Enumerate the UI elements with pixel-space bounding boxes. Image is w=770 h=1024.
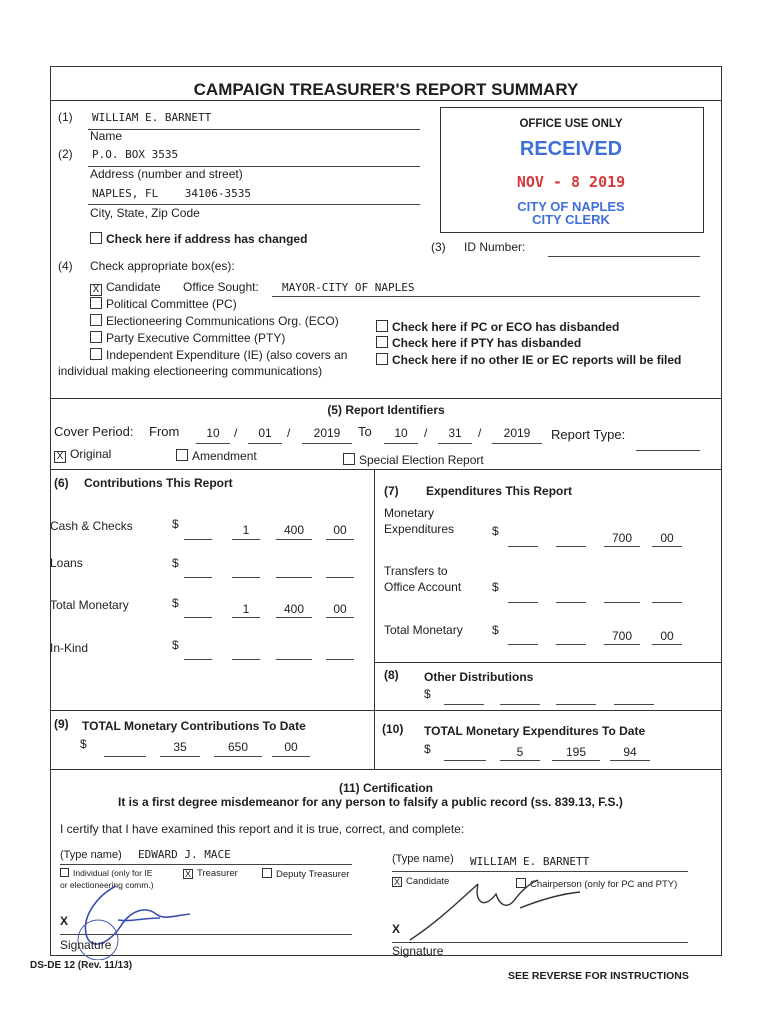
amount-underline bbox=[276, 617, 312, 618]
treasurer-name[interactable]: EDWARD J. MACE bbox=[138, 848, 231, 861]
loans-field[interactable] bbox=[232, 577, 260, 578]
item-number-8: (8) bbox=[384, 668, 399, 682]
item-number-10: (10) bbox=[382, 722, 404, 736]
dollar-sign: $ bbox=[424, 687, 431, 701]
cert-candidate-label: Candidate bbox=[406, 876, 450, 887]
other-dist-field[interactable] bbox=[614, 704, 654, 705]
address-value[interactable]: P.O. BOX 3535 bbox=[92, 148, 179, 161]
from-year-underline bbox=[302, 443, 352, 444]
cash-checks-label: Cash & Checks bbox=[50, 519, 133, 533]
exp-to-date-part2[interactable]: 5 bbox=[516, 745, 524, 759]
contrib-to-date-part3[interactable]: 650 bbox=[227, 740, 249, 754]
office-sought-value[interactable]: MAYOR-CITY OF NAPLES bbox=[282, 281, 415, 294]
cash-amount-part2[interactable]: 1 bbox=[242, 523, 250, 537]
total-exp-label: Total Monetary bbox=[384, 623, 463, 637]
total-exp-field[interactable] bbox=[508, 644, 538, 645]
chairperson-label: Chairperson (only for PC and PTY) bbox=[530, 879, 678, 890]
ie-label: Independent Expenditure (IE) (also covers an bbox=[106, 348, 348, 362]
no-other-reports-label: Check here if no other IE or EC reports will be filed bbox=[392, 353, 682, 367]
address-label: Address (number and street) bbox=[90, 167, 243, 181]
from-month-underline bbox=[196, 443, 230, 444]
id-number-label: ID Number: bbox=[464, 240, 526, 254]
signature-label-left: Signature bbox=[60, 938, 112, 952]
amount-underline bbox=[160, 756, 200, 757]
amount-underline bbox=[184, 539, 212, 540]
section-divider bbox=[50, 398, 722, 399]
to-month[interactable]: 10 bbox=[394, 426, 408, 440]
dollar-sign: $ bbox=[424, 742, 431, 756]
form-title: CAMPAIGN TREASURER'S REPORT SUMMARY bbox=[193, 80, 579, 99]
name-underline bbox=[88, 129, 420, 130]
amount-underline bbox=[184, 617, 212, 618]
transfers-field[interactable] bbox=[652, 602, 682, 603]
expenditures-title: Expenditures This Report bbox=[426, 484, 573, 498]
to-year-underline bbox=[492, 443, 542, 444]
monetary-label-line1: Monetary bbox=[384, 506, 435, 520]
checkbox-icon bbox=[176, 449, 188, 461]
amount-underline bbox=[276, 539, 312, 540]
item-number-9: (9) bbox=[54, 717, 69, 731]
dollar-sign: $ bbox=[172, 638, 179, 652]
signature-x-right: X bbox=[392, 922, 401, 936]
no-other-reports-checkbox[interactable] bbox=[376, 353, 681, 367]
certification-warning: It is a first degree misdemeanor for any person to falsify a public record (ss. 839.13, F.S.) bbox=[118, 795, 623, 809]
candidate-checkbox[interactable] bbox=[90, 280, 161, 296]
amount-underline bbox=[214, 756, 262, 757]
disband-pc-label: Check here if PC or ECO has disbanded bbox=[392, 320, 620, 334]
cash-amount-part3[interactable]: 400 bbox=[283, 523, 305, 537]
contrib-to-date-cents[interactable]: 00 bbox=[284, 740, 298, 754]
certification-statement: I certify that I have examined this report and it is true, correct, and complete: bbox=[60, 822, 465, 836]
section-divider bbox=[375, 662, 722, 663]
other-dist-field[interactable] bbox=[500, 704, 540, 705]
original-label: Original bbox=[70, 447, 112, 461]
pc-checkbox[interactable] bbox=[90, 297, 237, 311]
section-divider bbox=[50, 710, 722, 711]
date-slash: / bbox=[234, 426, 238, 440]
transfers-label-line2: Office Account bbox=[384, 580, 462, 594]
amount-underline bbox=[610, 760, 650, 761]
amount-underline bbox=[604, 644, 640, 645]
form-id: DS-DE 12 (Rev. 11/13) bbox=[30, 960, 133, 971]
to-day[interactable]: 31 bbox=[448, 426, 462, 440]
reverse-instructions-note: SEE REVERSE FOR INSTRUCTIONS bbox=[508, 970, 689, 982]
date-slash: / bbox=[287, 426, 291, 440]
disband-pc-checkbox[interactable] bbox=[376, 320, 619, 334]
checkbox-icon bbox=[376, 336, 388, 348]
date-slash: / bbox=[424, 426, 428, 440]
disband-pty-checkbox[interactable] bbox=[376, 336, 581, 350]
certification-title: (11) Certification bbox=[338, 781, 434, 795]
address-changed-label: Check here if address has changed bbox=[106, 232, 308, 246]
dollar-sign: $ bbox=[492, 524, 499, 538]
title-divider bbox=[50, 100, 722, 101]
item-number-6: (6) bbox=[54, 476, 69, 490]
in-kind-field[interactable] bbox=[276, 659, 312, 660]
dollar-sign: $ bbox=[492, 580, 499, 594]
monetary-exp-field[interactable] bbox=[556, 546, 586, 547]
checkbox-icon bbox=[90, 232, 102, 244]
disband-pty-label: Check here if PTY has disbanded bbox=[392, 336, 582, 350]
name-underline bbox=[60, 864, 352, 865]
loans-field[interactable] bbox=[184, 577, 212, 578]
checkbox-icon bbox=[262, 868, 272, 878]
transfers-field[interactable] bbox=[556, 602, 586, 603]
signature-x-left: X bbox=[60, 914, 69, 928]
item-number-7: (7) bbox=[384, 484, 399, 498]
treasurer-checkbox[interactable] bbox=[183, 868, 238, 879]
check-appropriate-label: Check appropriate box(es): bbox=[90, 259, 235, 273]
amount-underline bbox=[232, 539, 260, 540]
contrib-to-date-part1[interactable] bbox=[104, 756, 146, 757]
other-dist-field[interactable] bbox=[444, 704, 484, 705]
total-exp-field[interactable] bbox=[556, 644, 586, 645]
total-contrib-cents[interactable]: 00 bbox=[333, 602, 347, 616]
item-number-1: (1) bbox=[58, 110, 73, 124]
checkbox-icon bbox=[376, 353, 388, 365]
dollar-sign: $ bbox=[172, 556, 179, 570]
office-sought-label: Office Sought: bbox=[183, 280, 259, 294]
from-label: From bbox=[149, 424, 180, 439]
type-name-label-left: (Type name) bbox=[60, 849, 122, 861]
pty-checkbox[interactable] bbox=[90, 331, 285, 345]
ie-checkbox[interactable] bbox=[90, 348, 347, 362]
total-exp-part3[interactable]: 700 bbox=[611, 629, 633, 643]
amount-underline bbox=[500, 760, 540, 761]
checkbox-icon bbox=[343, 453, 355, 465]
checkbox-icon bbox=[90, 314, 102, 326]
in-kind-field[interactable] bbox=[326, 659, 354, 660]
from-day-underline bbox=[248, 443, 282, 444]
amendment-label: Amendment bbox=[192, 449, 257, 463]
transfers-field[interactable] bbox=[508, 602, 538, 603]
individual-checkbox[interactable] bbox=[60, 868, 152, 878]
monetary-exp-part3[interactable]: 700 bbox=[611, 531, 633, 545]
to-month-underline bbox=[384, 443, 418, 444]
loans-label: Loans bbox=[50, 556, 83, 570]
monetary-exp-field[interactable] bbox=[508, 546, 538, 547]
to-label: To bbox=[358, 424, 372, 439]
eco-checkbox[interactable] bbox=[90, 314, 339, 328]
special-election-label: Special Election Report bbox=[359, 453, 484, 467]
loans-field[interactable] bbox=[326, 577, 354, 578]
individual-label: Individual (only for IE bbox=[73, 868, 153, 878]
from-year[interactable]: 2019 bbox=[313, 426, 341, 440]
column-divider bbox=[374, 470, 375, 710]
other-distributions-title: Other Distributions bbox=[424, 670, 534, 684]
dollar-sign: $ bbox=[80, 737, 87, 751]
to-day-underline bbox=[438, 443, 472, 444]
signature-label-right: Signature bbox=[392, 944, 444, 958]
dollar-sign: $ bbox=[172, 596, 179, 610]
cash-amount-cents[interactable]: 00 bbox=[333, 523, 347, 537]
city-stamp-line1: CITY OF NAPLES bbox=[517, 199, 625, 214]
checkbox-icon bbox=[90, 297, 102, 309]
report-identifiers-title: (5) Report Identifiers bbox=[327, 403, 445, 417]
checked-x-icon: X bbox=[90, 284, 102, 296]
in-kind-label: In-Kind bbox=[50, 641, 89, 655]
dollar-sign: $ bbox=[492, 623, 499, 637]
amount-underline bbox=[552, 760, 600, 761]
candidate-name[interactable]: WILLIAM E. BARNETT bbox=[470, 855, 590, 868]
name-label: Name bbox=[90, 129, 123, 143]
total-exp-cents[interactable]: 00 bbox=[660, 629, 674, 643]
candidate-signature bbox=[400, 870, 620, 950]
individual-label-line2: or electioneering comm.) bbox=[60, 880, 154, 890]
cover-period-label: Cover Period: bbox=[54, 424, 134, 439]
report-type-label: Report Type: bbox=[551, 427, 626, 442]
from-month[interactable]: 10 bbox=[206, 426, 220, 440]
transfers-field[interactable] bbox=[604, 602, 640, 603]
amendment-checkbox[interactable] bbox=[176, 449, 257, 463]
id-number-field[interactable] bbox=[548, 256, 700, 257]
column-divider bbox=[374, 711, 375, 769]
dollar-sign: $ bbox=[172, 517, 179, 531]
monetary-exp-cents[interactable]: 00 bbox=[660, 531, 674, 545]
amount-underline bbox=[326, 539, 354, 540]
to-year[interactable]: 2019 bbox=[503, 426, 531, 440]
monetary-label-line2: Expenditures bbox=[384, 522, 455, 536]
exp-to-date-part3[interactable]: 195 bbox=[565, 745, 587, 759]
checkbox-icon bbox=[60, 868, 69, 877]
report-type-field[interactable] bbox=[636, 450, 700, 451]
amount-underline bbox=[232, 617, 260, 618]
checkbox-icon bbox=[90, 331, 102, 343]
name-value[interactable]: WILLIAM E. BARNETT bbox=[92, 111, 212, 124]
loans-field[interactable] bbox=[276, 577, 312, 578]
in-kind-field[interactable] bbox=[184, 659, 212, 660]
exp-to-date-cents[interactable]: 94 bbox=[623, 745, 637, 759]
pty-label: Party Executive Committee (PTY) bbox=[106, 331, 286, 345]
pc-label: Political Committee (PC) bbox=[106, 297, 237, 311]
address-changed-checkbox[interactable] bbox=[90, 232, 307, 246]
section-divider bbox=[50, 469, 722, 470]
city-underline bbox=[88, 204, 420, 205]
checked-x-icon: X bbox=[54, 451, 66, 463]
contrib-to-date-part2[interactable]: 35 bbox=[173, 740, 187, 754]
item-number-3: (3) bbox=[431, 240, 446, 254]
checkbox-icon bbox=[376, 320, 388, 332]
other-dist-field[interactable] bbox=[556, 704, 596, 705]
checked-x-icon: X bbox=[393, 877, 400, 887]
city-value[interactable]: NAPLES, FL 34106-3535 bbox=[92, 187, 251, 200]
checkbox-icon bbox=[90, 348, 102, 360]
special-election-checkbox[interactable] bbox=[343, 453, 484, 467]
section-divider bbox=[50, 769, 722, 770]
amount-underline bbox=[604, 546, 640, 547]
transfers-label-line1: Transfers to bbox=[384, 564, 448, 578]
type-name-label-right: (Type name) bbox=[392, 853, 454, 865]
office-use-label: OFFICE USE ONLY bbox=[519, 118, 623, 130]
exp-to-date-part1[interactable] bbox=[444, 760, 486, 761]
original-checkbox[interactable] bbox=[54, 447, 111, 463]
total-contrib-part3[interactable]: 400 bbox=[283, 602, 305, 616]
received-date-stamp: NOV - 8 2019 bbox=[516, 173, 626, 191]
deputy-treasurer-checkbox[interactable] bbox=[262, 868, 349, 880]
eco-label: Electioneering Communications Org. (ECO) bbox=[106, 314, 339, 328]
in-kind-field[interactable] bbox=[232, 659, 260, 660]
amount-underline bbox=[272, 756, 310, 757]
item-number-2: (2) bbox=[58, 147, 73, 161]
amount-underline bbox=[652, 644, 682, 645]
checked-x-icon: X bbox=[184, 869, 191, 879]
total-contrib-to-date-title: TOTAL Monetary Contributions To Date bbox=[82, 719, 306, 733]
office-sought-underline bbox=[272, 296, 700, 297]
city-label: City, State, Zip Code bbox=[90, 206, 200, 220]
item-number-4: (4) bbox=[58, 259, 73, 273]
received-stamp: RECEIVED bbox=[519, 138, 623, 160]
total-monetary-label: Total Monetary bbox=[50, 598, 129, 612]
city-stamp-line2: CITY CLERK bbox=[532, 212, 610, 227]
from-day[interactable]: 01 bbox=[258, 426, 272, 440]
treasurer-label: Treasurer bbox=[197, 868, 238, 879]
total-exp-to-date-title: TOTAL Monetary Expenditures To Date bbox=[424, 724, 646, 738]
deputy-treasurer-label: Deputy Treasurer bbox=[276, 869, 350, 880]
ie-label-line2: individual making electioneering communications) bbox=[58, 364, 323, 378]
contributions-title: Contributions This Report bbox=[84, 476, 233, 490]
total-contrib-part2[interactable]: 1 bbox=[242, 602, 250, 616]
amount-underline bbox=[326, 617, 354, 618]
date-slash: / bbox=[478, 426, 482, 440]
candidate-label: Candidate bbox=[106, 280, 161, 294]
amount-underline bbox=[652, 546, 682, 547]
